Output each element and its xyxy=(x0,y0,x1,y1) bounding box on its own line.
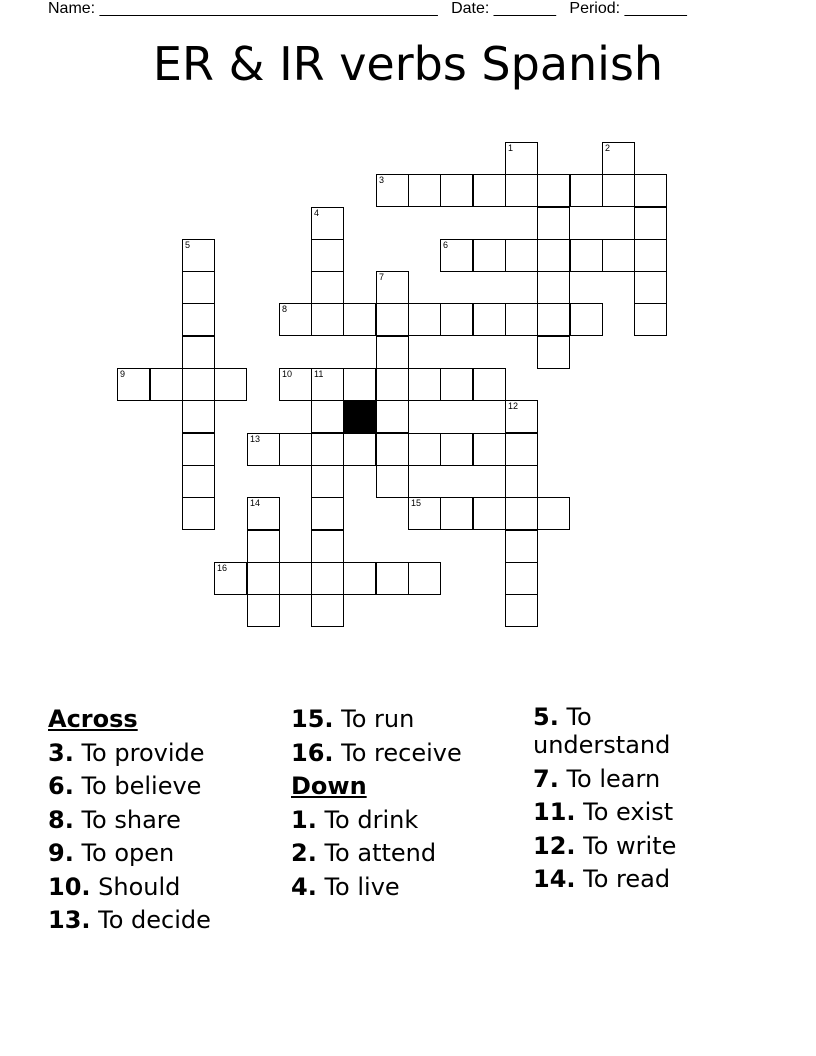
clue-item xyxy=(533,832,723,860)
clue-item-number: 11. xyxy=(533,798,576,826)
grid-cell[interactable] xyxy=(376,303,409,336)
grid-cell[interactable] xyxy=(150,368,183,401)
grid-cell[interactable] xyxy=(570,174,603,207)
grid-cell[interactable] xyxy=(537,336,570,369)
clue-item xyxy=(291,871,526,905)
clue-item xyxy=(291,837,526,871)
grid-cell[interactable] xyxy=(473,368,506,401)
grid-cell[interactable] xyxy=(505,530,538,563)
grid-cell[interactable] xyxy=(634,303,667,336)
grid-cell[interactable] xyxy=(570,239,603,272)
clue-item xyxy=(291,804,526,838)
grid-cell[interactable] xyxy=(343,368,376,401)
grid-cell[interactable] xyxy=(408,368,441,401)
grid-cell[interactable] xyxy=(117,368,150,401)
grid-cell[interactable] xyxy=(182,368,215,401)
clue-item-text: To attend xyxy=(324,839,437,867)
grid-cell[interactable] xyxy=(247,433,280,466)
grid-cell[interactable] xyxy=(311,433,344,466)
grid-cell[interactable] xyxy=(182,239,215,272)
grid-cell[interactable] xyxy=(473,433,506,466)
grid-cell[interactable] xyxy=(376,465,409,498)
grid-cell[interactable] xyxy=(311,594,344,627)
grid-cell[interactable] xyxy=(279,433,312,466)
grid-cell[interactable] xyxy=(279,303,312,336)
grid-cell[interactable] xyxy=(473,239,506,272)
clue-number: 13 xyxy=(250,434,261,444)
date-blank[interactable]: _______ xyxy=(493,0,557,17)
grid-cell[interactable] xyxy=(182,433,215,466)
grid-cell[interactable] xyxy=(634,239,667,272)
clue-number: 6 xyxy=(443,240,449,250)
clue-column-2 xyxy=(291,703,526,904)
grid-cell[interactable] xyxy=(505,594,538,627)
clue-item xyxy=(533,703,723,759)
clue-item xyxy=(48,837,283,871)
section-heading-text: Down xyxy=(291,772,367,800)
grid-cell[interactable] xyxy=(440,433,473,466)
grid-cell[interactable] xyxy=(537,239,570,272)
date-label: Date: xyxy=(451,0,490,17)
grid-cell[interactable] xyxy=(376,271,409,304)
period-blank[interactable]: _______ xyxy=(624,0,687,17)
grid-cell[interactable] xyxy=(537,303,570,336)
clue-item-text: Should xyxy=(98,872,181,901)
grid-cell[interactable] xyxy=(505,400,538,433)
grid-cell[interactable] xyxy=(311,465,344,498)
clue-item-number: 14. xyxy=(533,865,576,893)
clue-item xyxy=(291,703,526,737)
grid-cell[interactable] xyxy=(311,368,344,401)
clue-item-text: To read xyxy=(583,865,671,893)
clue-number: 11 xyxy=(314,369,324,379)
clue-item-text: To exist xyxy=(583,798,674,826)
grid-cell[interactable] xyxy=(440,368,473,401)
clue-item-text: To write xyxy=(583,831,677,860)
grid-cell[interactable] xyxy=(408,497,441,530)
clue-number: 2 xyxy=(605,143,611,153)
name-blank[interactable]: ______________________________________ xyxy=(99,0,438,17)
grid-cell[interactable] xyxy=(505,174,538,207)
grid-cell[interactable] xyxy=(537,174,570,207)
period-label: Period: xyxy=(569,0,621,17)
grid-cell[interactable] xyxy=(311,400,344,433)
grid-cell[interactable] xyxy=(247,530,280,563)
grid-cell[interactable] xyxy=(602,174,635,207)
grid-cell[interactable] xyxy=(537,207,570,240)
clue-number: 9 xyxy=(120,369,126,379)
clue-item xyxy=(291,737,526,771)
clue-item-text: To open xyxy=(81,839,175,867)
clue-item-text: To decide xyxy=(98,906,211,934)
clue-item xyxy=(533,765,723,793)
grid-cell[interactable] xyxy=(376,368,409,401)
clue-item-number: 1. xyxy=(291,805,317,834)
clue-number: 7 xyxy=(379,272,385,282)
section-heading-text: Across xyxy=(48,705,138,733)
grid-cell[interactable] xyxy=(182,400,215,433)
grid-cell[interactable] xyxy=(408,433,441,466)
clue-item-number: 8. xyxy=(48,805,74,834)
grid-cell[interactable] xyxy=(440,239,473,272)
grid-cell[interactable] xyxy=(376,400,409,433)
grid-cell[interactable] xyxy=(505,239,538,272)
grid-cell[interactable] xyxy=(505,497,538,530)
grid-cell[interactable] xyxy=(440,497,473,530)
clue-item-number: 16. xyxy=(291,738,334,767)
clue-number: 4 xyxy=(314,208,320,218)
grid-black-cell xyxy=(343,400,376,433)
grid-cell[interactable] xyxy=(505,465,538,498)
clue-item xyxy=(533,798,723,826)
clue-item-text: To believe xyxy=(81,772,202,800)
grid-cell[interactable] xyxy=(473,497,506,530)
clue-item-number: 3. xyxy=(48,738,74,767)
grid-cell[interactable] xyxy=(279,368,312,401)
grid-cell[interactable] xyxy=(473,174,506,207)
clue-column-3 xyxy=(533,703,723,899)
grid-cell[interactable] xyxy=(279,562,312,595)
clue-item xyxy=(533,865,723,893)
clue-number: 14 xyxy=(250,498,261,508)
grid-cell[interactable] xyxy=(376,336,409,369)
grid-cell[interactable] xyxy=(311,207,344,240)
clue-number: 5 xyxy=(185,240,191,250)
clue-number: 10 xyxy=(282,369,293,379)
grid-cell[interactable] xyxy=(247,497,280,530)
grid-cell[interactable] xyxy=(247,594,280,627)
clue-item-number: 6. xyxy=(48,772,74,800)
grid-cell[interactable] xyxy=(376,562,409,595)
grid-cell[interactable] xyxy=(182,497,215,530)
clue-number: 15 xyxy=(411,498,422,508)
clue-item-text: To learn xyxy=(566,764,661,793)
clue-item-text: To run xyxy=(341,705,415,733)
clue-section-heading xyxy=(291,770,526,804)
clue-item-text: To drink xyxy=(324,805,419,834)
grid-cell[interactable] xyxy=(505,433,538,466)
name-label: Name: xyxy=(48,0,96,17)
grid-cell[interactable] xyxy=(376,174,409,207)
clue-item-text: To share xyxy=(81,805,181,834)
clue-section-heading xyxy=(48,703,283,737)
clue-item-number: 15. xyxy=(291,705,334,733)
clue-item-number: 10. xyxy=(48,872,91,901)
grid-cell[interactable] xyxy=(570,303,603,336)
grid-cell[interactable] xyxy=(247,562,280,595)
grid-cell[interactable] xyxy=(214,562,247,595)
clue-item-number: 13. xyxy=(48,906,91,934)
clue-number: 16 xyxy=(217,563,228,573)
grid-cell[interactable] xyxy=(182,336,215,369)
grid-cell[interactable] xyxy=(602,142,635,175)
grid-cell[interactable] xyxy=(311,562,344,595)
grid-cell[interactable] xyxy=(505,303,538,336)
clue-item xyxy=(48,804,283,838)
clue-item-number: 5. xyxy=(533,703,559,731)
grid-cell[interactable] xyxy=(311,497,344,530)
clue-number: 8 xyxy=(282,304,288,314)
clue-item-text: To understand xyxy=(533,703,671,759)
clue-item-text: To receive xyxy=(341,738,462,767)
grid-cell[interactable] xyxy=(182,271,215,304)
grid-cell[interactable] xyxy=(408,562,441,595)
clue-item xyxy=(48,871,283,905)
grid-cell[interactable] xyxy=(505,142,538,175)
grid-cell[interactable] xyxy=(311,271,344,304)
grid-cell[interactable] xyxy=(440,303,473,336)
grid-cell[interactable] xyxy=(634,271,667,304)
grid-cell[interactable] xyxy=(408,303,441,336)
grid-cell[interactable] xyxy=(537,497,570,530)
grid-cell[interactable] xyxy=(634,174,667,207)
grid-cell[interactable] xyxy=(182,303,215,336)
grid-cell[interactable] xyxy=(473,303,506,336)
grid-cell[interactable] xyxy=(311,530,344,563)
page-title: ER & IR verbs Spanish xyxy=(152,37,664,91)
grid-cell[interactable] xyxy=(182,465,215,498)
grid-cell[interactable] xyxy=(376,433,409,466)
clue-column-1 xyxy=(48,703,283,938)
clue-number: 1 xyxy=(508,143,514,153)
grid-cell[interactable] xyxy=(440,174,473,207)
clue-item-number: 12. xyxy=(533,831,576,860)
grid-cell[interactable] xyxy=(408,174,441,207)
grid-cell[interactable] xyxy=(311,303,344,336)
grid-cell[interactable] xyxy=(602,239,635,272)
clue-item-number: 7. xyxy=(533,764,559,793)
clue-number: 3 xyxy=(379,175,385,185)
clue-item xyxy=(48,904,283,938)
grid-cell[interactable] xyxy=(343,433,376,466)
grid-cell[interactable] xyxy=(537,271,570,304)
grid-cell[interactable] xyxy=(505,562,538,595)
clue-item-number: 4. xyxy=(291,872,317,901)
clue-item xyxy=(48,737,283,771)
grid-cell[interactable] xyxy=(311,239,344,272)
clue-item-text: To provide xyxy=(81,738,205,767)
grid-cell[interactable] xyxy=(214,368,247,401)
grid-cell[interactable] xyxy=(634,207,667,240)
clue-number: 12 xyxy=(508,401,519,411)
grid-cell[interactable] xyxy=(343,562,376,595)
clue-item-text: To live xyxy=(324,872,400,901)
clue-item-number: 9. xyxy=(48,839,74,867)
grid-cell[interactable] xyxy=(343,303,376,336)
clue-item xyxy=(48,770,283,804)
clue-item-number: 2. xyxy=(291,839,317,867)
